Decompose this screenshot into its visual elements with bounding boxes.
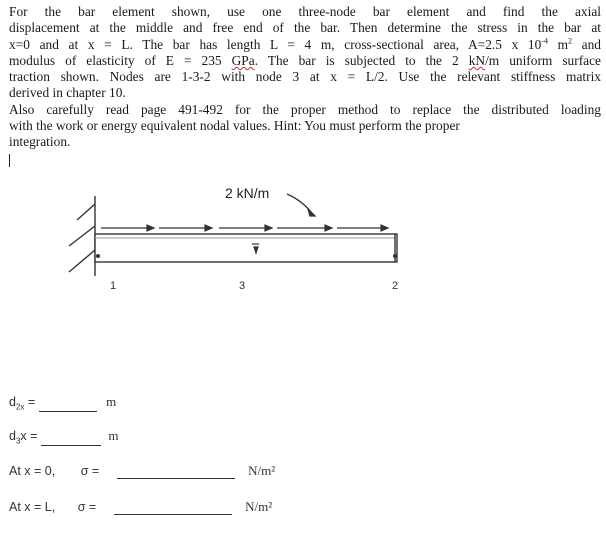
stress-xl-label: At x = L,: [9, 500, 56, 514]
node-2-dot: [393, 254, 397, 258]
node-3-label: 3: [239, 280, 246, 292]
d3x-unit: m: [108, 428, 119, 443]
area-unit: m: [547, 36, 569, 52]
d3x-equals: =: [30, 429, 38, 443]
answer-stress-xl-row: [9, 499, 272, 515]
bar-diagram: [55, 176, 425, 310]
answer-d3x-row: [9, 428, 119, 446]
bar-element: [95, 234, 397, 262]
problem-line-3-text: x=0 and at x = L. The bar has length L = 4 m, cross-sectional area, A=2.5 x 10: [9, 36, 542, 52]
text-cursor: [9, 154, 10, 167]
problem-line-9: integration.: [9, 134, 71, 150]
d3x-symbol: d: [9, 429, 16, 443]
answer-d2x-row: [9, 394, 116, 412]
problem-line-2: displacement at the middle and free end of the bar. Then determine the stress in the bar at: [9, 20, 601, 36]
d2x-subscript: 2x: [15, 402, 25, 412]
area-exponent: -4: [541, 36, 548, 46]
load-tail: /m uniform surface: [485, 52, 601, 68]
d2x-input[interactable]: [39, 399, 97, 412]
load-leader: [287, 194, 315, 216]
load-unit: kN: [468, 52, 486, 68]
stress-xl-input[interactable]: [114, 502, 232, 515]
stress-xl-sigma: σ =: [77, 500, 97, 514]
d3x-x: x: [20, 429, 27, 443]
area-unit-exponent: 2: [568, 36, 573, 46]
area-tail: and: [572, 36, 601, 52]
problem-line-5: traction shown. Nodes are 1-3-2 with node 3 at x = L/2. Use the relevant stiffness matrix: [9, 69, 601, 85]
fixed-wall: [69, 196, 95, 276]
d2x-unit: m: [106, 394, 117, 409]
problem-line-3: [9, 37, 601, 53]
problem-line-8: with the work or energy equivalent nodal values. Hint: You must perform the proper: [9, 118, 460, 134]
modulus-mid: . The bar is subjected to the 2: [254, 52, 469, 68]
node-2-label: 2: [392, 280, 399, 292]
bar-figure: [55, 176, 425, 310]
modulus-text: modulus of elasticity of E = 235: [9, 52, 222, 68]
problem-line-7: Also carefully read page 491-492 for the proper method to replace the distributed loading: [9, 101, 601, 117]
answer-stress-x0-row: [9, 463, 275, 479]
problem-statement: [9, 4, 601, 167]
modulus-unit: GPa: [231, 52, 255, 68]
stress-x0-label: At x = 0,: [9, 464, 56, 478]
d3x-subscript: 3: [15, 436, 21, 446]
stress-xl-unit: N/m²: [245, 499, 273, 514]
traction-arrows: [101, 225, 388, 231]
problem-line-6: derived in chapter 10.: [9, 85, 126, 101]
load-label: 2 kN/m: [225, 185, 270, 201]
d3x-input[interactable]: [41, 433, 101, 446]
stress-x0-sigma: σ =: [80, 464, 100, 478]
d2x-symbol: d: [9, 395, 16, 409]
node-1-dot: [96, 254, 100, 258]
problem-line-1: For the bar element shown, use one three-node bar element and find the axial: [9, 4, 601, 19]
d2x-equals: =: [27, 395, 36, 409]
stress-x0-unit: N/m²: [248, 463, 276, 478]
problem-line-4: [9, 53, 601, 69]
node-1-label: 1: [110, 280, 117, 292]
stress-x0-input[interactable]: [117, 466, 235, 479]
